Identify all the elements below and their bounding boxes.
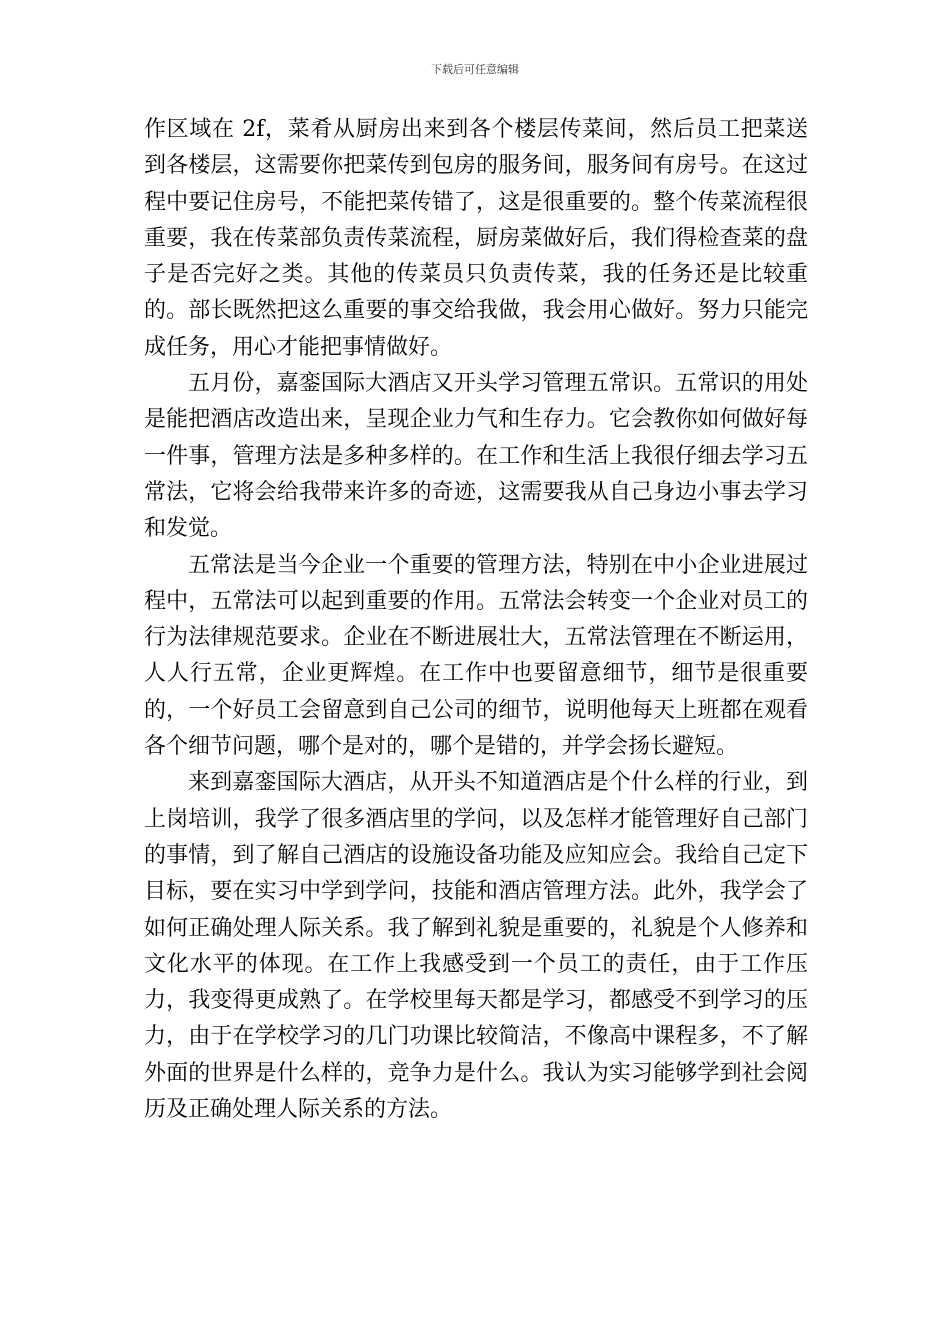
paragraph-internship-reflection: 来到嘉銮国际大酒店，从开头不知道酒店是个什么样的行业，到上岗培训，我学了很多酒店里的学问，以及怎样才能管理好自己部门的事情，到了解自己酒店的设施设备功能及应知应会。我给自己定下目标，要在实习中学到学问，技能和酒店管理方法。此外，我学会了如何正确处理人际关系。我了解到礼貌是重要的，礼貌是个人修养和文化水平的体现。在工作上我感受到一个员工的责任，由于工作压力，我变得更成熟了。在学校里每天都是学习，都感受不到学习的压力，由于在学校学习的几门功课比较简洁，不像高中课程多，不了解外面的世界是什么样的，竞争力是什么。我认为实习能够学到社会阅历及正确处理人际关系的方法。 [144, 770, 808, 1123]
document-body [144, 112, 808, 1128]
paragraph-five-constants-study: 五月份，嘉銮国际大酒店又开头学习管理五常识。五常识的用处是能把酒店改造出来，呈现企业力气和生存力。它会教你如何做好每一件事，管理方法是多种多样的。在工作和生活上我很仔细去学习五常法，它将会给我带来许多的奇迹，这需要我从自己身边小事去学习和发觉。 [144, 371, 808, 542]
paragraph-continuation: 作区域在 2f，菜肴从厨房出来到各个楼层传菜间，然后员工把菜送到各楼层，这需要你把菜传到包房的服务间，服务间有房号。在这过程中要记住房号，不能把菜传错了，这是很重要的。整个传菜流程很重要，我在传菜部负责传菜流程，厨房菜做好后，我们得检查菜的盘子是否完好之类。其他的传菜员只负责传菜，我的任务还是比较重的。部长既然把这么重要的事交给我做，我会用心做好。努力只能完成任务，用心才能把事情做好。 [144, 117, 808, 360]
page-header-note: 下载后可任意编辑 [431, 63, 519, 76]
paragraph-five-constants-method: 五常法是当今企业一个重要的管理方法，特别在中小企业进展过程中，五常法可以起到重要的作用。五常法会转变一个企业对员工的行为法律规范要求。企业在不断进展壮大，五常法管理在不断运用，人人行五常，企业更辉煌。在工作中也要留意细节，细节是很重要的，一个好员工会留意到自己公司的细节，说明他每天上班都在观看各个细节问题，哪个是对的，哪个是错的，并学会扬长避短。 [144, 552, 808, 760]
